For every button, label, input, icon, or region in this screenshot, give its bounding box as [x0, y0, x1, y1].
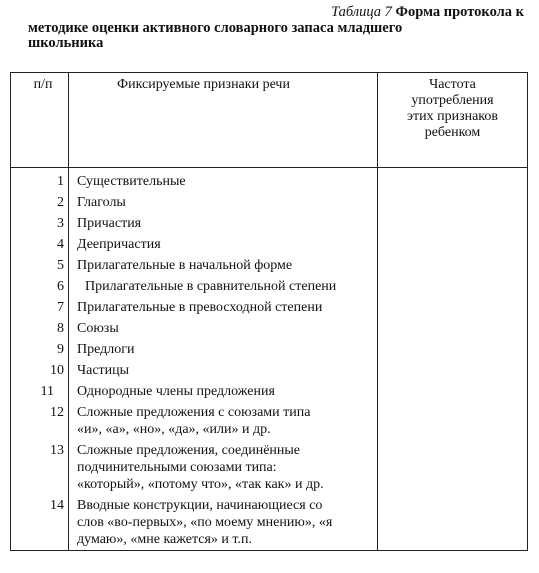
table-row [11, 255, 528, 276]
row-number: 3 [11, 213, 69, 234]
row-frequency-cell[interactable] [378, 168, 528, 193]
speech-sign-line: Существительные [77, 174, 186, 189]
row-speech-sign [69, 440, 378, 495]
speech-sign-line: Однородные члены предложения [77, 384, 275, 399]
speech-sign-line: Сложные предложения, соединённые [77, 443, 301, 458]
row-number: 10 [11, 360, 69, 381]
speech-sign-line: Вводные конструкции, начинающиеся со [77, 498, 323, 513]
table-row [11, 440, 528, 495]
header-frequency-line: ребенком [424, 125, 481, 140]
speech-sign-line: Прилагательные в начальной форме [77, 258, 293, 273]
speech-sign-line: подчинительными союзами типа: [77, 460, 277, 475]
table-row [11, 213, 528, 234]
row-speech-sign [69, 255, 378, 276]
table-row [11, 339, 528, 360]
row-frequency-cell[interactable] [378, 192, 528, 213]
row-speech-sign [69, 213, 378, 234]
caption-heading-line: школьника [28, 35, 104, 51]
table-row [11, 192, 528, 213]
table-row [11, 276, 528, 297]
row-speech-sign [69, 168, 378, 193]
row-frequency-cell[interactable] [378, 318, 528, 339]
row-speech-sign [69, 495, 378, 551]
speech-sign-line: Сложные предложения с союзами типа [77, 405, 311, 420]
speech-sign-line: Глаголы [77, 195, 126, 210]
table-row [11, 168, 528, 193]
row-speech-sign [69, 234, 378, 255]
speech-sign-line: Предлоги [77, 342, 135, 357]
row-number: 14 [11, 495, 69, 551]
row-number: 2 [11, 192, 69, 213]
row-number: 5 [11, 255, 69, 276]
row-number: 7 [11, 297, 69, 318]
table-row [11, 402, 528, 440]
table-header-row [11, 73, 528, 168]
row-frequency-cell[interactable] [378, 234, 528, 255]
caption-heading-line: методике оценки активного словарного запаса младшего [28, 20, 403, 36]
row-speech-sign [69, 360, 378, 381]
speech-sign-line: Прилагательные в превосходной степени [77, 300, 323, 315]
row-number: 9 [11, 339, 69, 360]
row-frequency-cell[interactable] [378, 276, 528, 297]
speech-sign-line: «и», «а», «но», «да», «или» и др. [77, 422, 271, 437]
row-number: 4 [11, 234, 69, 255]
row-frequency-cell[interactable] [378, 255, 528, 276]
speech-sign-line: Союзы [77, 321, 119, 336]
table-row [11, 495, 528, 551]
row-number: 8 [11, 318, 69, 339]
row-frequency-cell[interactable] [378, 339, 528, 360]
caption-first-line [24, 4, 524, 21]
table-row [11, 234, 528, 255]
table-row [11, 318, 528, 339]
row-speech-sign [69, 297, 378, 318]
row-frequency-cell[interactable] [378, 381, 528, 402]
header-frequency-line: этих признаков [406, 109, 499, 124]
row-number: 13 [11, 440, 69, 495]
speech-sign-line: Причастия [77, 216, 142, 231]
row-number: 6 [11, 276, 69, 297]
row-frequency-cell[interactable] [378, 360, 528, 381]
header-frequency [378, 73, 528, 168]
speech-sign-line: Деепричастия [77, 237, 161, 252]
caption-heading-start: Форма протокола к [395, 4, 524, 20]
header-frequency-line: употребления [411, 93, 494, 108]
protocol-table [10, 72, 528, 551]
header-speech-signs: Фиксируемые признаки речи [69, 73, 378, 168]
row-speech-sign [69, 381, 378, 402]
row-number: 11 [11, 381, 69, 402]
row-frequency-cell[interactable] [378, 297, 528, 318]
row-frequency-cell[interactable] [378, 495, 528, 551]
speech-sign-line: Прилагательные в сравнительной степени [85, 279, 337, 294]
table-row [11, 297, 528, 318]
speech-sign-line: Частицы [77, 363, 130, 378]
speech-sign-line: «который», «потому что», «так как» и др. [77, 477, 324, 492]
header-frequency-line: Частота [429, 77, 476, 92]
row-speech-sign [69, 402, 378, 440]
row-number: 12 [11, 402, 69, 440]
row-speech-sign [69, 276, 378, 297]
table-row [11, 381, 528, 402]
row-number: 1 [11, 168, 69, 193]
table-caption [24, 4, 524, 51]
row-speech-sign [69, 318, 378, 339]
speech-sign-line: думаю», «мне кажется» и т.п. [77, 532, 252, 547]
row-frequency-cell[interactable] [378, 213, 528, 234]
table-number: Таблица 7 [331, 4, 392, 20]
speech-sign-line: слов «во-первых», «по моему мнению», «я [77, 515, 333, 530]
row-speech-sign [69, 339, 378, 360]
row-speech-sign [69, 192, 378, 213]
table-row [11, 360, 528, 381]
row-frequency-cell[interactable] [378, 402, 528, 440]
row-frequency-cell[interactable] [378, 440, 528, 495]
header-number: п/п [11, 73, 69, 168]
